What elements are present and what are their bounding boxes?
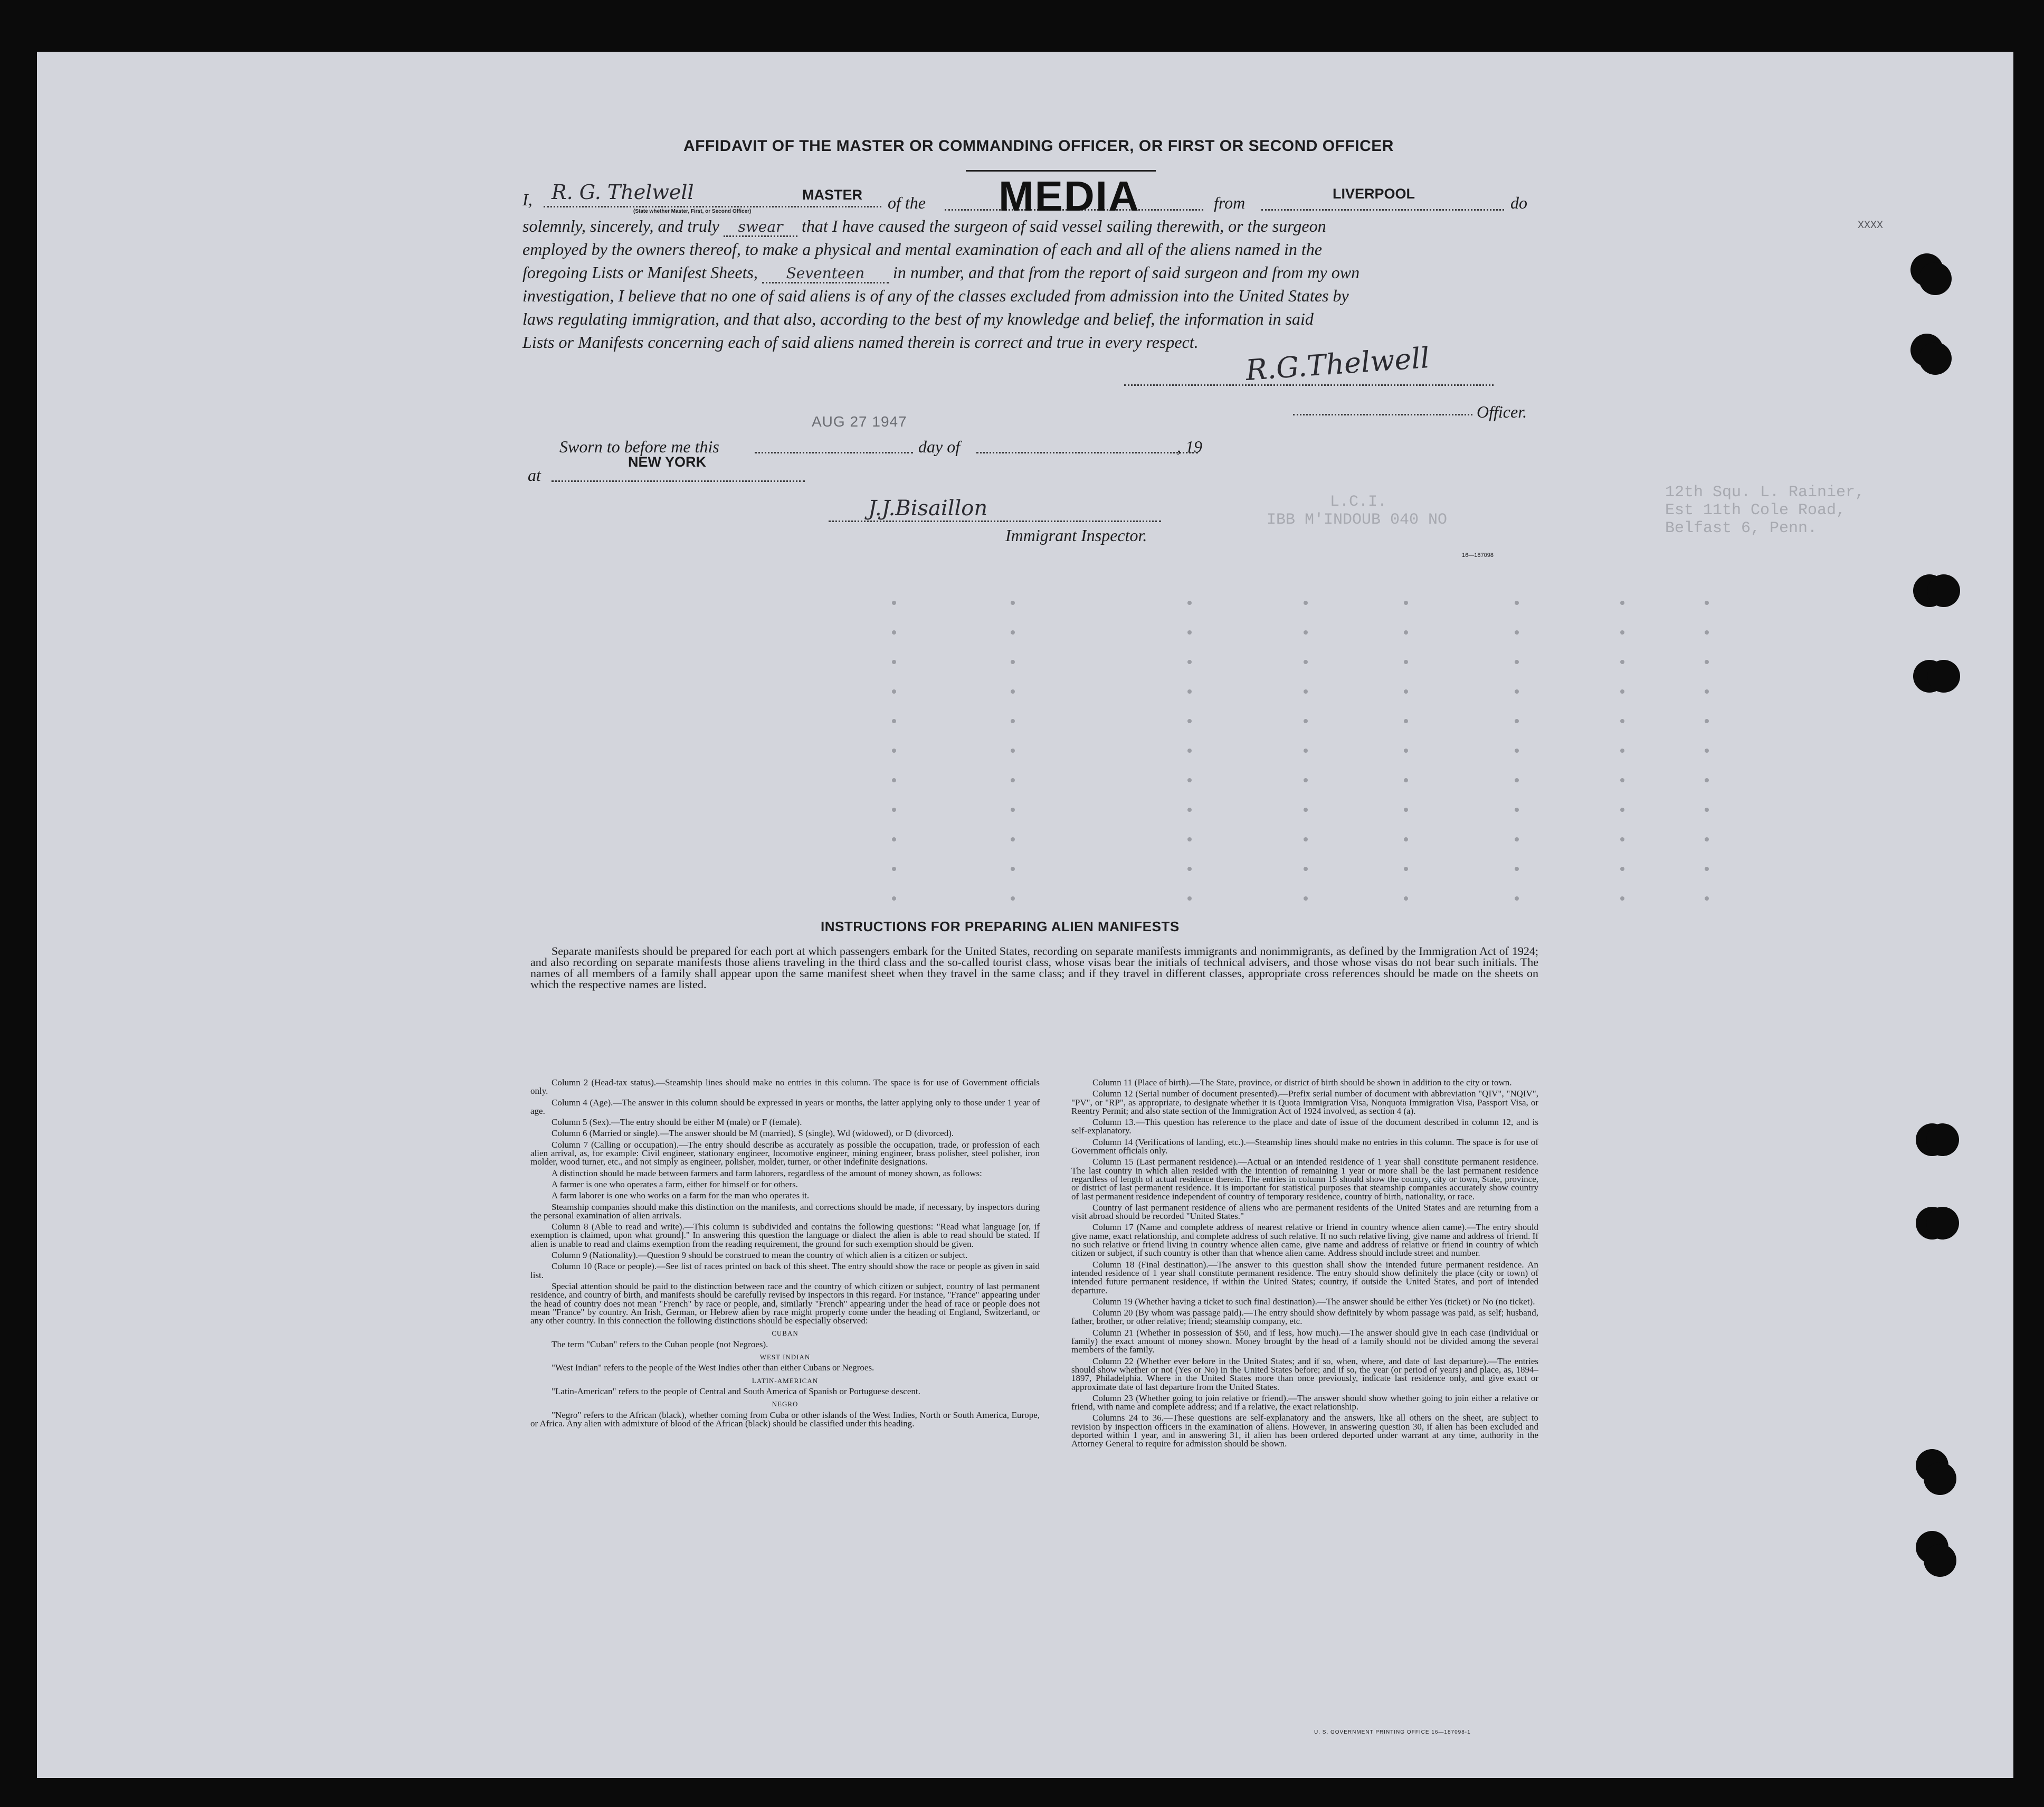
show-through-dot: [892, 601, 896, 605]
sworn-day-of: day of: [918, 437, 961, 456]
right-col-para: Column 11 (Place of birth).—The State, province, or district of birth should be shown in addition to the city or town.: [1092, 1077, 1512, 1087]
show-through-dot: [1011, 808, 1015, 812]
show-through-mid-line-2: L.C.I.: [1330, 493, 1387, 511]
show-through-dot: [1620, 778, 1624, 782]
show-through-dot: [1304, 749, 1308, 753]
affidavit-line-3: employed by the owners thereof, to make a physical and mental examination of each and all of the aliens named in the: [522, 240, 1322, 259]
show-through-dot: [1404, 867, 1408, 871]
show-through-dot: [1620, 689, 1624, 694]
manifest-sheet: [37, 52, 2013, 1778]
punch-hole: [1924, 1462, 1956, 1495]
show-through-dot: [892, 867, 896, 871]
show-through-dot: [1515, 749, 1519, 753]
show-through-dot: [1515, 630, 1519, 635]
show-through-right-line-3: Belfast 6, Penn.: [1665, 519, 1818, 537]
show-through-dot: [1620, 601, 1624, 605]
show-through-dot: [1620, 896, 1624, 901]
show-through-dot: [1187, 837, 1192, 841]
sworn-pre: Sworn to before me this: [559, 437, 719, 456]
show-through-dot: [1187, 896, 1192, 901]
show-through-dot: [1705, 867, 1709, 871]
vessel-name: MEDIA: [999, 173, 1140, 220]
show-through-dot: [1187, 630, 1192, 635]
instructions-left-column: [530, 1078, 1040, 1431]
show-through-dot: [1404, 601, 1408, 605]
left-col-para: A distinction should be made between farmers and farm laborers, regardless of the amount of money shown, as follows:: [552, 1168, 982, 1178]
show-through-dot: [1187, 689, 1192, 694]
show-through-dot: [1515, 719, 1519, 723]
right-col-para: Column 14 (Verifications of landing, etc.).—Steamship lines should make no entries in this column. The space is for use of Government officials only.: [1071, 1137, 1538, 1156]
show-through-dot: [892, 837, 896, 841]
show-through-dot: [1404, 749, 1408, 753]
show-through-dot: [1705, 808, 1709, 812]
show-through-dot: [1515, 601, 1519, 605]
printing-office-footer: U. S. GOVERNMENT PRINTING OFFICE 16—187098-1: [1314, 1729, 1471, 1735]
left-col-para: A farm laborer is one who works on a farm for the man who operates it.: [552, 1190, 810, 1201]
show-through-dot: [1705, 601, 1709, 605]
show-through-dot: [1705, 689, 1709, 694]
from-label: from: [1214, 193, 1246, 212]
show-through-dot: [1404, 660, 1408, 664]
show-through-dot: [1515, 867, 1519, 871]
date-stamp: AUG 27 1947: [812, 413, 907, 430]
show-through-dot: [1404, 896, 1408, 901]
at-blank: [552, 480, 805, 482]
west-indian-definition: "West Indian" refers to the people of the West Indies other than either Cubans or Negroes.: [552, 1363, 874, 1373]
show-through-dot: [1011, 660, 1015, 664]
right-col-para: Column 23 (Whether going to join relative or friend).—The answer should show whether going to join either a relative or friend, with name and complete address; and if a relative, the exact relationship.: [1071, 1393, 1538, 1412]
show-through-dot: [1620, 660, 1624, 664]
show-through-dot: [1404, 808, 1408, 812]
right-col-para: Column 21 (Whether in possession of $50, and if less, how much).—The answer should give in each case (individual or family) the exact amount of money shown. Money brought by the head of a family should not be divided among the several members of the family.: [1071, 1327, 1538, 1355]
show-through-dot: [1011, 867, 1015, 871]
cuban-definition: The term "Cuban" refers to the Cuban people (not Negroes).: [552, 1339, 768, 1349]
left-col-para: A farmer is one who operates a farm, either for himself or for others.: [552, 1179, 798, 1189]
latin-american-definition: "Latin-American" refers to the people of Central and South America of Spanish or Portuguese descent.: [552, 1386, 920, 1396]
show-through-dot: [892, 749, 896, 753]
show-through-right-line-2: Est 11th Cole Road,: [1665, 502, 1846, 519]
show-through-dot: [1304, 601, 1308, 605]
show-through-dot: [1011, 837, 1015, 841]
negro-heading: NEGRO: [772, 1400, 798, 1408]
show-through-dot: [1187, 808, 1192, 812]
officer-signature-line: [1124, 384, 1494, 386]
show-through-dot: [1620, 749, 1624, 753]
show-through-dot: [1187, 778, 1192, 782]
right-col-para: Column 13.—This question has reference to the place and date of issue of the document described in column 12, and is self-explanatory.: [1071, 1117, 1538, 1136]
port-blank: [1261, 209, 1504, 211]
instructions-title: INSTRUCTIONS FOR PREPARING ALIEN MANIFESTS: [821, 919, 1180, 934]
show-through-dot: [1515, 837, 1519, 841]
rank-printed: MASTER: [802, 187, 862, 203]
of-the-label: of the: [888, 193, 926, 212]
show-through-dot: [1515, 808, 1519, 812]
affidavit-line-2: solemnly, sincerely, and truly swear that I have caused the surgeon of said vessel sailing therewith, or the surgeon: [522, 216, 1326, 237]
show-through-dot: [1011, 689, 1015, 694]
show-through-dot: [1304, 867, 1308, 871]
instructions-right-column: [1071, 1078, 1538, 1451]
show-through-dot: [1011, 719, 1015, 723]
show-through-dot: [1187, 749, 1192, 753]
show-through-dot: [1187, 867, 1192, 871]
inspector-label: Immigrant Inspector.: [1005, 526, 1147, 545]
show-through-dot: [1304, 719, 1308, 723]
punch-hole: [1927, 660, 1960, 693]
left-col-para: Special attention should be paid to the distinction between race and the country of which citizen or subject, country of last permanent residence, and country of birth, and manifests should be carefully revised by inspectors in this regard. For instance, "France" appearing under the head of country does not mean "French" by race or people, and, similarly "French" appearing under the head of race or people does not mean "France" by country. An Irish, German, or Hebrew alien by race might properly come under the heading of England, Switzerland, or any other country. In this connection the following distinctions should be especially observed:: [530, 1281, 1040, 1326]
affidavit-line-6: laws regulating immigration, and that also, according to the best of my knowledge and belief, the information in said: [522, 309, 1314, 328]
officer-signature: R.G.Thelwell: [1244, 340, 1431, 387]
show-through-dot: [1404, 778, 1408, 782]
show-through-dot: [1404, 719, 1408, 723]
show-through-dot: [1304, 630, 1308, 635]
show-through-dot: [1620, 867, 1624, 871]
show-through-dot: [1304, 808, 1308, 812]
show-through-dot: [892, 660, 896, 664]
affidavit-lead: I,: [522, 190, 533, 209]
show-through-dot: [1620, 630, 1624, 635]
show-through-dot: [1187, 601, 1192, 605]
affidavit-line-1: [522, 190, 533, 210]
officer-title-line: [1293, 414, 1472, 415]
show-through-dot: [1705, 837, 1709, 841]
form-number: 16—187098: [1462, 552, 1494, 559]
show-through-dot: [1011, 778, 1015, 782]
left-col-para: Column 10 (Race or people).—See list of races printed on back of this sheet. The entry should show the race or people as given in said list.: [530, 1261, 1040, 1280]
west-indian-heading: WEST INDIAN: [759, 1353, 811, 1361]
left-col-para: Column 7 (Calling or occupation).—The entry should describe as accurately as possible the occupation, trade, or profession of each alien arrival, as, for example: Civil engineer, stationary engineer, locomotive engineer, mining engineer, brass polisher, steel polisher, iron molder, wood turner, etc., and not simply as engineer, polisher, molder, turner, or other indefinite designations.: [530, 1139, 1040, 1167]
show-through-dot: [1404, 689, 1408, 694]
show-through-dot: [1705, 660, 1709, 664]
show-through-dot: [1515, 689, 1519, 694]
signer-blank: [544, 206, 881, 207]
punch-hole: [1919, 262, 1952, 295]
sworn-year: , 19: [1177, 437, 1202, 456]
show-through-dot: [1515, 660, 1519, 664]
left-col-para: Column 6 (Married or single).—The answer should be M (married), S (single), Wd (widowed), or D (divorced).: [552, 1128, 954, 1139]
show-through-dot: [1705, 749, 1709, 753]
left-col-para: Column 8 (Able to read and write).—This column is subdivided and contains the following questions: "Read what language [or, if exemption is claimed, upon what ground]." In answering this question the language or dialect the alien is able to read should be stated. If alien is unable to read and claims exemption from the reading requirement, the ground for such exemption should be given.: [530, 1222, 1040, 1249]
cuban-heading: CUBAN: [772, 1329, 798, 1338]
show-through-dot: [1304, 896, 1308, 901]
left-col-para: Column 9 (Nationality).—Question 9 should be construed to mean the country of which alien is a citizen or subject.: [552, 1250, 968, 1261]
show-through-dot: [1011, 749, 1015, 753]
show-through-dot: [1620, 719, 1624, 723]
show-through-dot: [1620, 808, 1624, 812]
show-through-right-line-1: 12th Squ. L. Rainier,: [1665, 484, 1865, 502]
show-through-dot: [1304, 689, 1308, 694]
signer-handwritten: R. G. Thelwell: [552, 181, 694, 204]
left-col-para: Column 4 (Age).—The answer in this column should be expressed in years or months, the latter applying only to those under 1 year of age.: [530, 1097, 1040, 1116]
punch-hole: [1926, 1123, 1959, 1156]
left-col-para: Column 5 (Sex).—The entry should be either M (male) or F (female).: [552, 1117, 802, 1128]
left-col-para: Steamship companies should make this distinction on the manifests, and corrections should be made, if necessary, by inspectors during the personal examination of alien arrivals.: [530, 1201, 1040, 1221]
show-through-corner: XXXX: [1858, 220, 1884, 232]
right-col-para: Column 12 (Serial number of document presented).—Prefix serial number of document with abbreviation "QIV", "NQIV", "PV", or "RP", as appropriate, to designate whether it is Quota Immigration Visa, Nonquota Immigration Visa, Passport Visa, or Reentry Permit; and also state section of the Immigration Act of 1924 involved, as section 4 (a).: [1071, 1089, 1538, 1116]
sworn-month-blank: [976, 452, 1198, 453]
at-label: at: [528, 466, 541, 485]
right-col-para: Column 15 (Last permanent residence).—Actual or an intended residence of 1 year shall constitute permanent residence. The last country in which alien resided with the intention of remaining 1 year or more shall be the last permanent residence regardless of length of actual residence therein. The entries in column 15 should show the country, city or town, State, province, or district of last permanent residence. It is important for statistical purposes that steamship companies accurately show country of last permanent residence independent of country of temporary residence, country of birth, nationality, or race.: [1071, 1157, 1538, 1201]
show-through-dot: [1705, 778, 1709, 782]
punch-hole: [1924, 1544, 1956, 1577]
punch-hole: [1927, 574, 1960, 607]
show-through-dot: [1304, 837, 1308, 841]
affidavit-line-7: Lists or Manifests concerning each of said aliens named therein is correct and true in every respect.: [522, 333, 1199, 352]
show-through-dot: [1705, 630, 1709, 635]
sworn-day-blank: [755, 452, 913, 453]
negro-definition: "Negro" refers to the African (black), whether coming from Cuba or other islands of the West Indies, North or South America, Europe, or Africa. Any alien with admixture of blood of the African (black) should be classified under this heading.: [530, 1409, 1040, 1428]
rank-hint: (State whether Master, First, or Second Officer): [633, 209, 752, 214]
show-through-dot: [1404, 630, 1408, 635]
latin-american-heading: LATIN-AMERICAN: [752, 1376, 819, 1385]
show-through-dot: [1705, 896, 1709, 901]
show-through-dot: [892, 719, 896, 723]
show-through-dot: [892, 630, 896, 635]
inspector-signature: J.J.Bisaillon: [868, 496, 988, 521]
show-through-dot: [1515, 896, 1519, 901]
show-through-dot: [1011, 630, 1015, 635]
oath-handwritten: swear: [724, 218, 797, 237]
right-col-para: Column 17 (Name and complete address of nearest relative or friend in country whence alien came).—The entry should give name, exact relationship, and complete address of such relative. If no such relative living, give name and address of friend. If no such relative or friend living in country whence alien came, give name and address of relative or friend in country of which citizen or subject, if such country is other than that whence alien came. Address should include street and number.: [1071, 1222, 1538, 1259]
show-through-dot: [892, 808, 896, 812]
punch-hole: [1919, 342, 1952, 375]
show-through-dot: [1404, 837, 1408, 841]
show-through-dot: [1304, 778, 1308, 782]
show-through-dot: [892, 896, 896, 901]
punch-hole: [1926, 1207, 1959, 1240]
officer-label: Officer.: [1477, 402, 1527, 421]
right-col-para: Column 18 (Final destination).—The answer to this question shall show the intended future permanent residence. An intended residence of 1 year shall constitute permanent residence. The entry should show definitely the place (city or town) of intended future permanent residence, if within the United States; country, if outside the United States, and port of intended departure.: [1071, 1259, 1538, 1295]
affidavit-line-4: foregoing Lists or Manifest Sheets, Seventeen in number, and that from the report of said surgeon and from my own: [522, 263, 1360, 283]
show-through-dot: [892, 689, 896, 694]
right-col-para: Country of last permanent residence of aliens who are permanent residents of the United States and are returning from a visit abroad should be recorded "United States.": [1071, 1202, 1538, 1222]
sheet-count-handwritten: Seventeen: [762, 264, 889, 283]
do-label: do: [1510, 193, 1527, 212]
right-col-para: Column 19 (Whether having a ticket to such final destination).—The answer should be either Yes (ticket) or No (no ticket).: [1092, 1296, 1535, 1307]
show-through-mid-line: IBB M'INDOUB 040 NO: [1267, 511, 1448, 529]
sworn-place: NEW YORK: [628, 454, 707, 470]
inspector-line: [829, 521, 1161, 522]
affidavit-line-5: investigation, I believe that no one of said aliens is of any of the classes excluded from admission into the United States by: [522, 286, 1349, 305]
show-through-dot: [1011, 601, 1015, 605]
show-through-dot: [1620, 837, 1624, 841]
right-col-para: Column 22 (Whether ever before in the United States; and if so, when, where, and date of last departure).—The entries should show whether or not (Yes or No) in the United States before; and if so, the year (or period of years) and place, as, 1894–1897, Philadelphia. Where in the United States more than once previously, indicate last residence only, and give exact or approximate date of last departure from the United States.: [1071, 1356, 1538, 1392]
departure-port: LIVERPOOL: [1333, 186, 1415, 202]
vessel-overline: [966, 170, 1156, 172]
show-through-dot: [1187, 660, 1192, 664]
show-through-dot: [1515, 778, 1519, 782]
show-through-dot: [1011, 896, 1015, 901]
affidavit-heading: AFFIDAVIT OF THE MASTER OR COMMANDING OFFICER, OR FIRST OR SECOND OFFICER: [683, 137, 1394, 155]
right-col-para: Column 20 (By whom was passage paid).—The entry should show definitely by whom passage was paid, as self; husband, father, brother, or other relative; friend; steamship company, etc.: [1071, 1308, 1538, 1327]
show-through-dot: [1705, 719, 1709, 723]
show-through-dot: [1304, 660, 1308, 664]
left-col-para: Column 2 (Head-tax status).—Steamship lines should make no entries in this column. The space is for use of Government officials only.: [530, 1077, 1040, 1096]
instructions-intro: Separate manifests should be prepared for each port at which passengers embark for the United States, recording on separate manifests immigrants and nonimmigrants, as defined by the Immigration Act of 1924; and also recording on separate manifests those aliens traveling in the third class and the so-called tourist class, whose visas bear the initials of technical advisers, and those whose visas do not bear such initials. The names of all members of a family shall appear upon the same manifest sheet when they travel in the same class; and if they travel in different classes, appropriate cross references should be made on the sheets on which the respective names are listed.: [530, 944, 1538, 991]
right-col-para: Columns 24 to 36.—These questions are self-explanatory and the answers, like all others on the sheet, are subject to revision by inspection officers in the examination of aliens. However, in answering question 30, if alien has been excluded and deported within 1 year, and in answering 31, if alien has been ordered deported under warrant at any time, authority in the Attorney General to require for admission should be shown.: [1071, 1413, 1538, 1449]
show-through-dot: [1187, 719, 1192, 723]
show-through-dot: [892, 778, 896, 782]
